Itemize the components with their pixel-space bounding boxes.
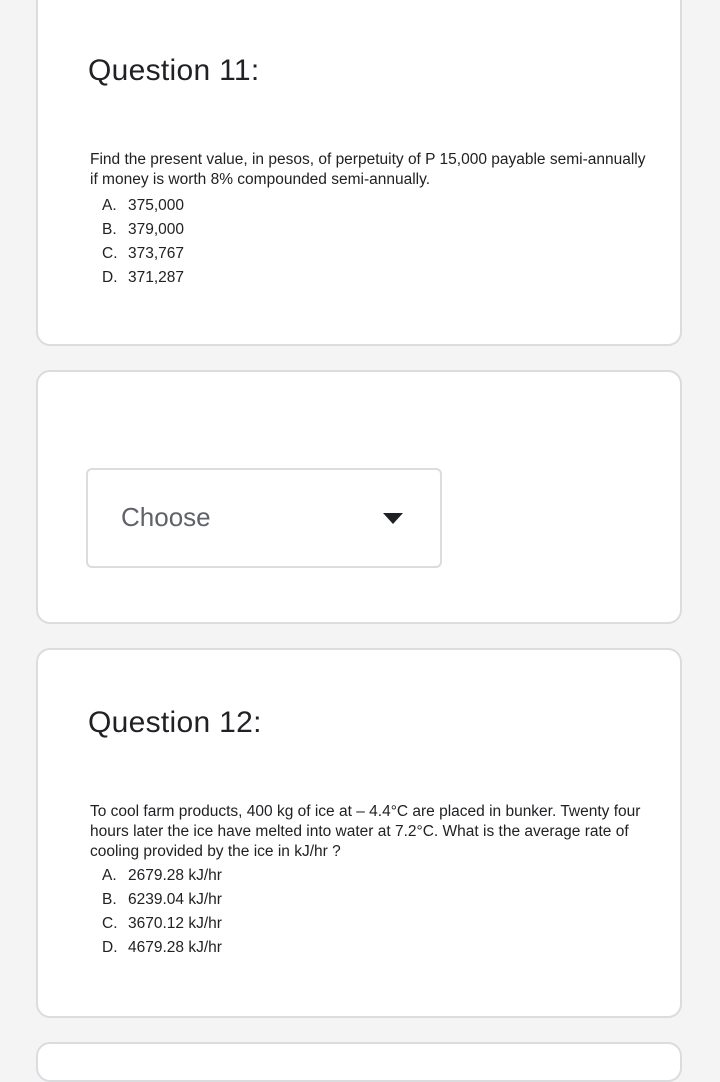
question-text: To cool farm products, 400 kg of ice at – 4.4°C are placed in bunker. Twenty four hours later the ice have melted into water at 7.2°C. What is the average rate of cooling provided by the ice in kJ/hr ?: [90, 803, 641, 860]
choice-letter: C.: [102, 915, 118, 932]
choice-letter: B.: [102, 891, 117, 908]
choice-letter: B.: [102, 221, 117, 238]
choice-text: 3670.12 kJ/hr: [128, 915, 222, 932]
choice-text: 375,000: [128, 197, 185, 214]
choice-letter: D.: [102, 939, 118, 956]
question-text: Find the present value, in pesos, of perpetuity of P 15,000 payable semi-annually if money is worth 8% compounded semi-annually.: [90, 151, 646, 188]
choice-letter: A.: [102, 867, 117, 884]
choice-item-c: [102, 242, 184, 266]
choice-text: 371,287: [128, 269, 185, 286]
choice-item-b: [102, 218, 184, 242]
choice-text: 2679.28 kJ/hr: [128, 867, 222, 884]
choice-item-d: [102, 936, 222, 960]
choice-text: 379,000: [128, 221, 185, 238]
choice-item-a: [102, 864, 222, 888]
choice-text: 6239.04 kJ/hr: [128, 891, 222, 908]
choice-list: [102, 864, 222, 960]
dropdown-arrow-icon: [383, 513, 403, 524]
choice-item-b: [102, 888, 222, 912]
answer-card: [36, 370, 682, 624]
choice-letter: D.: [102, 269, 118, 286]
choice-item-c: [102, 912, 222, 936]
choice-item-d: [102, 266, 184, 290]
choice-text: 4679.28 kJ/hr: [128, 939, 222, 956]
choice-list: [102, 194, 184, 290]
dropdown-placeholder: Choose: [121, 502, 211, 532]
question-title: Question 12:: [88, 706, 262, 739]
next-card: [36, 1042, 682, 1082]
question-card-12: [36, 648, 682, 1018]
answer-dropdown[interactable]: [86, 468, 442, 568]
question-card-11: [36, 0, 682, 346]
question-title: Question 11:: [88, 54, 260, 87]
choice-text: 373,767: [128, 245, 185, 262]
choice-letter: C.: [102, 245, 118, 262]
choice-item-a: [102, 194, 184, 218]
choice-letter: A.: [102, 197, 117, 214]
